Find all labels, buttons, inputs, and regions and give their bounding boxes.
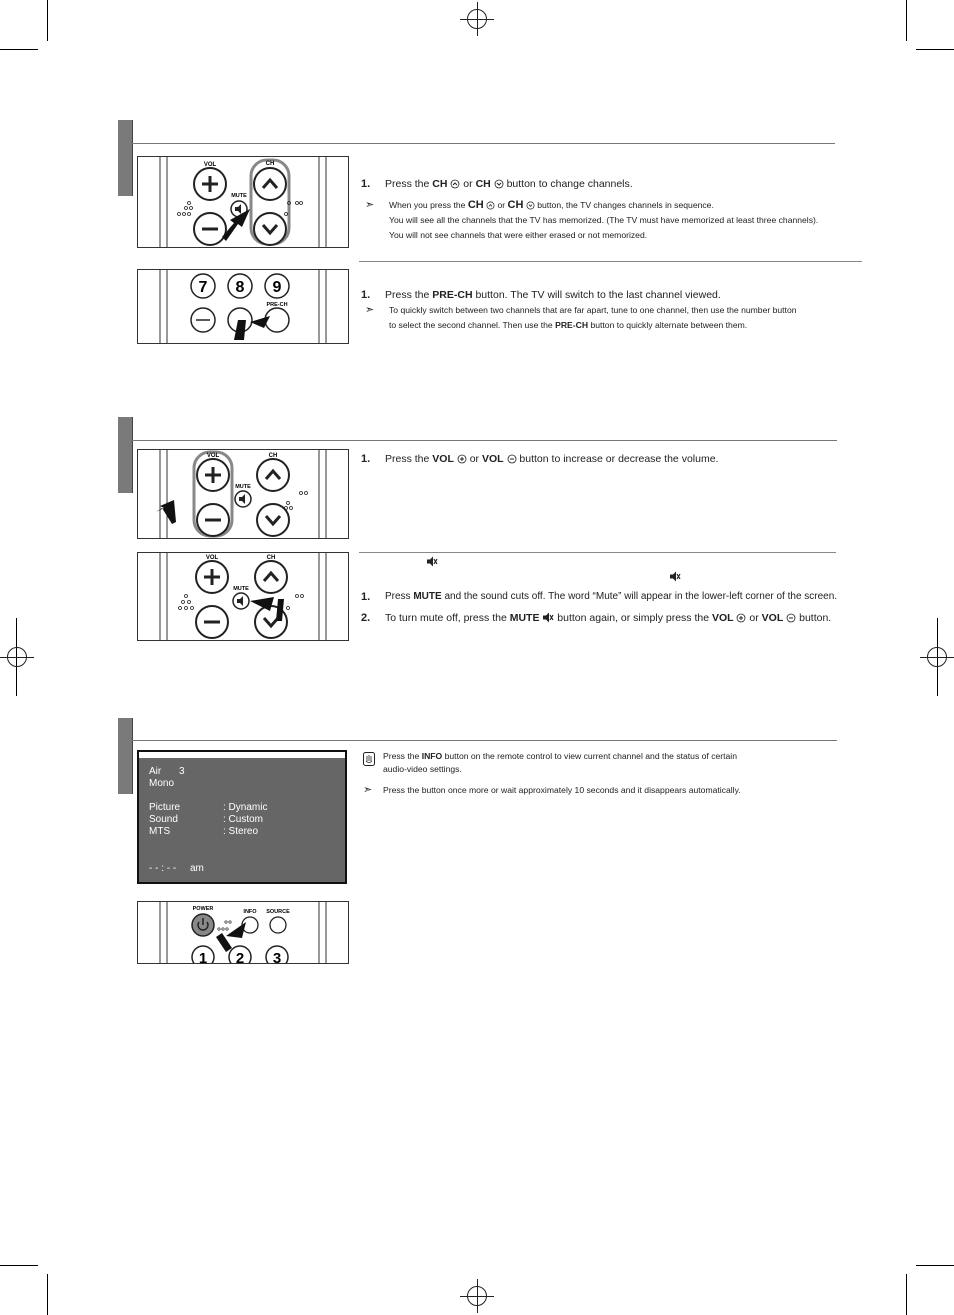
osd-time: - - : - - bbox=[149, 863, 177, 874]
ch-label: CH bbox=[266, 555, 276, 561]
ch-down-icon bbox=[526, 201, 535, 210]
mute-label: MUTE bbox=[233, 586, 249, 592]
info-description: Press the INFO button on the remote control to view current channel and the status of certain audio-video settings. bbox=[383, 751, 737, 774]
mute-icon bbox=[426, 556, 438, 567]
crop-mark bbox=[0, 1265, 38, 1266]
mute-icon bbox=[542, 612, 554, 623]
vol-up-icon bbox=[736, 613, 746, 623]
step-number: 1. bbox=[361, 591, 371, 603]
remote-hand-icon bbox=[363, 752, 375, 766]
remote-ch-figure bbox=[137, 156, 349, 248]
osd-mts-value: : Stereo bbox=[223, 826, 259, 837]
registration-mark-bottom bbox=[460, 1279, 494, 1313]
registration-mark-top bbox=[460, 2, 494, 36]
osd-ampm: am bbox=[190, 863, 204, 874]
ch-up-icon bbox=[486, 201, 495, 210]
vol-label: VOL bbox=[205, 555, 219, 561]
step-number: 1. bbox=[361, 453, 371, 465]
registration-mark-right bbox=[920, 640, 954, 674]
prech-note: ➣ To quickly switch between two channels that are far apart, tune to one channel, then use the number button to select the second channel. Then use the PRE-CH button to quickly alternate between them. bbox=[365, 304, 797, 330]
step-number: 2. bbox=[361, 612, 371, 624]
crop-mark bbox=[916, 1265, 954, 1266]
vol-down-icon bbox=[507, 454, 517, 464]
ch-note: ➣ When you press the CH or CH button, the TV changes channels in sequence. You will see all the channels that the TV has memorized. (The TV must have memorized at least three channels). You will not see channels that were either erased or not memorized. bbox=[365, 199, 819, 240]
osd-picture-value: : Dynamic bbox=[223, 802, 268, 813]
section-marker bbox=[118, 417, 133, 493]
section-header-rule bbox=[132, 740, 837, 741]
osd-mts-label: MTS bbox=[149, 826, 171, 837]
remote-info-figure bbox=[137, 901, 349, 964]
prech-label: PRE-CH bbox=[266, 302, 288, 308]
ch-label: CH bbox=[268, 453, 278, 459]
osd-air: Air bbox=[149, 766, 162, 777]
vol-up-icon bbox=[457, 454, 467, 464]
key-7: 7 bbox=[198, 279, 208, 296]
key-1: 1 bbox=[198, 950, 208, 963]
section-marker bbox=[118, 120, 133, 196]
divider bbox=[359, 261, 862, 262]
key-8: 8 bbox=[235, 279, 245, 296]
vol-label: VOL bbox=[203, 162, 217, 168]
section-header-rule bbox=[132, 440, 837, 441]
remote-prech-figure bbox=[137, 269, 349, 344]
crop-mark bbox=[47, 0, 48, 41]
step-number: 1. bbox=[361, 178, 371, 190]
osd-picture-label: Picture bbox=[149, 802, 181, 813]
section-header-rule bbox=[132, 143, 835, 144]
note-arrow-icon: ➣ bbox=[365, 304, 375, 316]
ch-up-icon bbox=[450, 179, 460, 189]
osd-channel: 3 bbox=[179, 766, 185, 777]
divider bbox=[359, 552, 836, 553]
info-osd-screen bbox=[137, 750, 347, 884]
crop-mark bbox=[906, 1274, 907, 1315]
section-marker bbox=[118, 718, 133, 794]
ch-down-icon bbox=[494, 179, 504, 189]
crop-mark bbox=[47, 1274, 48, 1315]
mute-icon bbox=[669, 571, 681, 582]
osd-mono: Mono bbox=[149, 778, 175, 789]
osd-sound-value: : Custom bbox=[223, 814, 264, 825]
key-2: 2 bbox=[235, 950, 245, 963]
note-arrow-icon: ➣ bbox=[365, 199, 375, 211]
mute-label: MUTE bbox=[235, 484, 251, 490]
remote-vol-figure bbox=[137, 449, 349, 539]
crop-mark bbox=[916, 49, 954, 50]
ch-label: CH bbox=[265, 161, 275, 167]
info-label: INFO bbox=[243, 909, 257, 915]
step-number: 1. bbox=[361, 289, 371, 301]
info-note: ➣ Press the button once more or wait approximately 10 seconds and it disappears automatically. bbox=[363, 784, 741, 796]
key-3: 3 bbox=[272, 950, 282, 963]
power-label: POWER bbox=[192, 906, 214, 912]
registration-mark-left bbox=[0, 640, 34, 674]
vol-down-icon bbox=[786, 613, 796, 623]
note-arrow-icon: ➣ bbox=[363, 784, 373, 796]
key-9: 9 bbox=[272, 279, 282, 296]
osd-sound-label: Sound bbox=[149, 814, 178, 825]
crop-mark bbox=[906, 0, 907, 41]
vol-label: VOL bbox=[206, 453, 220, 459]
source-label: SOURCE bbox=[266, 909, 290, 915]
remote-mute-figure bbox=[137, 552, 349, 641]
crop-mark bbox=[0, 49, 38, 50]
mute-label: MUTE bbox=[231, 193, 247, 199]
